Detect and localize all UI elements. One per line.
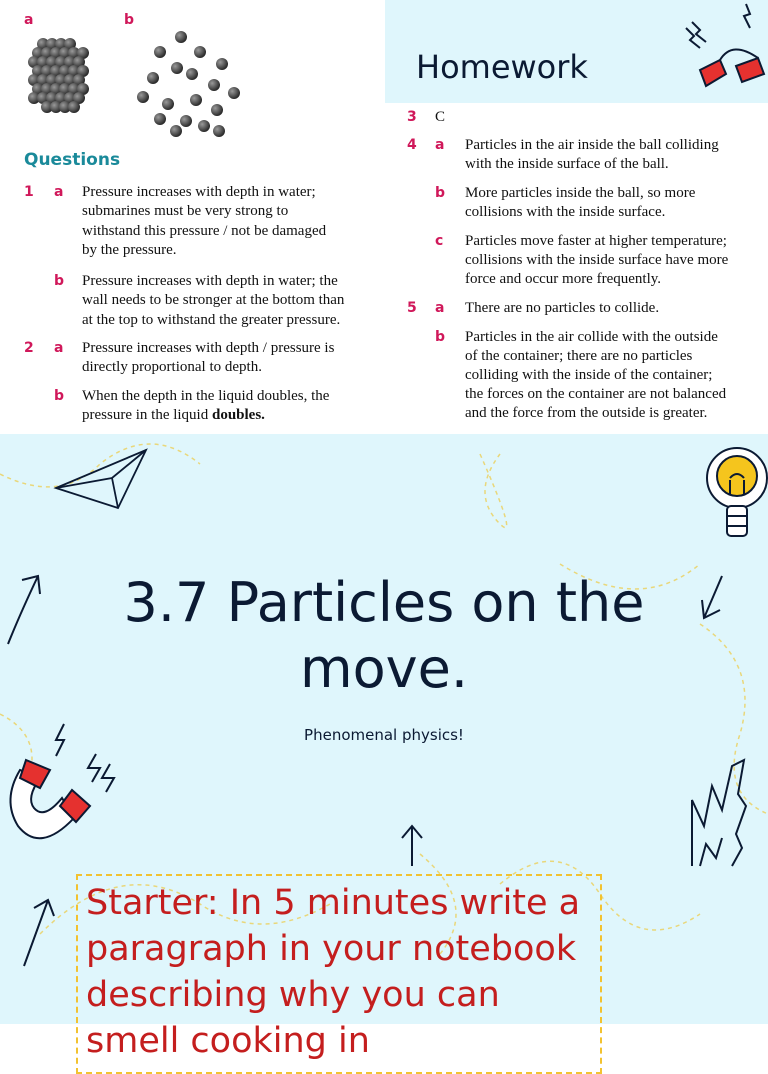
answer-line: and the force from the outside is greater. [465, 405, 708, 421]
gas-particle [186, 68, 198, 80]
gas-particle [137, 91, 149, 103]
question-part-2b: b [54, 388, 65, 404]
question-number-2: 2 [24, 340, 34, 356]
answer-bold-word: doubles. [211, 407, 265, 423]
answer-part-4c: c [435, 233, 444, 249]
question-part-2a: a [54, 340, 64, 356]
answer-line: the forces on the container are not balanced [465, 386, 727, 402]
answer-line: by the pressure. [82, 242, 177, 258]
solid-particle [68, 101, 80, 113]
slide-title-line-1: 3.7 Particles on the [123, 571, 645, 634]
answer-line: colliding with the inside of the container; [465, 367, 713, 383]
gas-particle [228, 87, 240, 99]
gas-particle [170, 125, 182, 137]
answer-part-4b: b [435, 185, 446, 201]
gas-particle [162, 98, 174, 110]
answer-line: at the top to withstand the greater pressure. [82, 312, 341, 328]
particle-diagram [0, 0, 385, 150]
gas-particle [194, 46, 206, 58]
textbook-page-right [385, 103, 768, 434]
question-part-1b: b [54, 273, 65, 289]
answer-line: force and occur more frequently. [465, 271, 662, 287]
gas-particle [213, 125, 225, 137]
solid-particles-cluster [28, 38, 89, 113]
answer-line: collisions with the inside surface. [465, 204, 666, 220]
answer-line: with the inside surface of the ball. [465, 156, 669, 172]
answer-part-5a: a [435, 300, 445, 316]
answer-line: Pressure increases with depth in water; the [82, 273, 338, 289]
answer-line: of the container; there are no particles [465, 348, 693, 364]
gas-particle [198, 120, 210, 132]
slide-title [0, 570, 768, 702]
gas-particle [190, 94, 202, 106]
answer-line: submarines must be very strong to [82, 203, 289, 219]
answer-line: Particles in the air collide with the outside [465, 329, 718, 345]
gas-particle [154, 113, 166, 125]
homework-title: Homework [416, 48, 588, 86]
question-number-1: 1 [24, 184, 34, 200]
gas-particle [180, 115, 192, 127]
answer-line [82, 406, 265, 426]
answer-line: Particles move faster at higher temperature; [465, 233, 727, 249]
gas-particle [216, 58, 228, 70]
answer-part-4a: a [435, 137, 445, 153]
answer-number-3: 3 [407, 109, 417, 125]
answer-line: C [435, 109, 446, 125]
gas-particle [171, 62, 183, 74]
gas-particle [147, 72, 159, 84]
gas-particle [208, 79, 220, 91]
gas-particle [175, 31, 187, 43]
answer-line: wall needs to be stronger at the bottom than [82, 292, 345, 308]
magnet-icon [680, 0, 768, 103]
figure-label-b: b [124, 12, 135, 28]
answer-line: There are no particles to collide. [465, 300, 660, 316]
figure-label-a: a [24, 12, 34, 28]
gas-particle [154, 46, 166, 58]
gas-particles-spread [137, 31, 240, 137]
answer-line: collisions with the inside surface have more [465, 252, 729, 268]
answer-part-5b: b [435, 329, 446, 345]
starter-task-box: Starter: In 5 minutes write a paragraph in your notebook describing why you can smell cooking in [76, 874, 602, 1074]
answer-line: withstand this pressure / not be damaged [82, 223, 327, 239]
slide-title-line-2: move. [300, 637, 468, 700]
answer-line: directly proportional to depth. [82, 359, 262, 375]
gas-particle [211, 104, 223, 116]
answer-number-4: 4 [407, 137, 417, 153]
answer-line: Pressure increases with depth / pressure is [82, 340, 335, 356]
answer-line: Pressure increases with depth in water; [82, 184, 316, 200]
slide-subtitle: Phenomenal physics! [304, 726, 464, 744]
answer-line: More particles inside the ball, so more [465, 185, 696, 201]
textbook-page-left [0, 0, 385, 434]
question-part-1a: a [54, 184, 64, 200]
answer-line: Particles in the air inside the ball colliding [465, 137, 719, 153]
answer-line: When the depth in the liquid doubles, the [82, 388, 330, 404]
answer-number-5: 5 [407, 300, 417, 316]
questions-heading: Questions [24, 150, 121, 170]
answer-text: pressure in the liquid [82, 407, 209, 423]
